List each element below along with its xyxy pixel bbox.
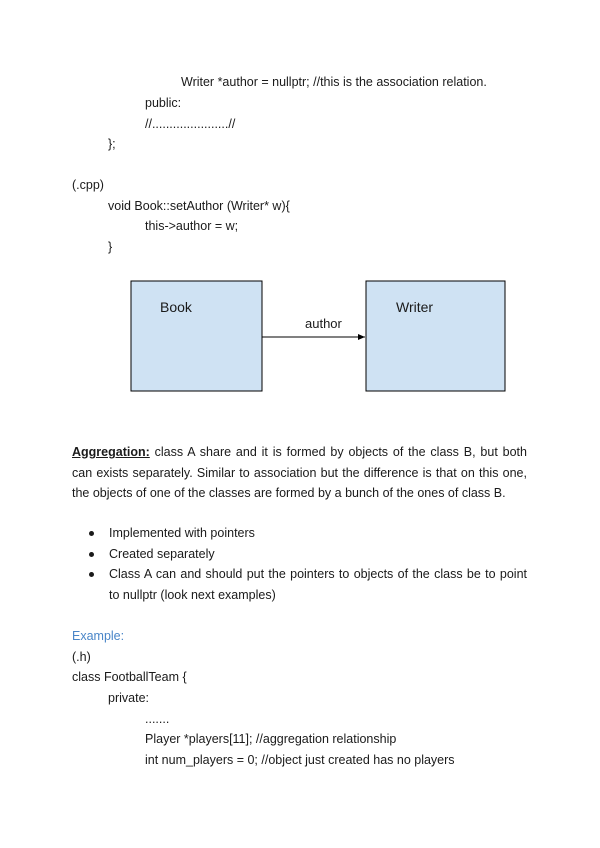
cpp-code-line-2: this->author = w; [145,219,239,233]
h-code-line-2: private: [108,691,149,705]
code-line-comment: //......................// [145,117,236,131]
book-box [131,281,262,391]
example-label: Example: [72,629,125,643]
writer-box [366,281,505,391]
bullet-dot [89,552,94,557]
list-item [72,544,527,565]
h-label: (.h) [72,650,91,664]
bullet-dot [89,531,94,536]
bullet-text: Implemented with pointers [109,526,255,540]
book-box-label: Book [160,299,192,315]
list-item [72,523,527,544]
arrow-label: author [305,316,342,331]
aggregation-bullets [72,523,527,605]
cpp-code-line-3: } [108,240,113,254]
aggregation-term: Aggregation: [72,445,150,459]
h-code-line-4: Player *players[11]; //aggregation relationship [145,732,397,746]
h-code-line-3: ....... [145,712,170,726]
h-code-line-5: int num_players = 0; //object just created has no players [145,753,455,767]
code-line-author-member: Writer *author = nullptr; //this is the association relation. [181,75,487,89]
aggregation-paragraph [72,442,527,504]
code-line-public: public: [145,96,182,110]
bullet-text: Created separately [109,546,215,561]
h-code-line-1: class FootballTeam { [72,670,187,684]
list-item [72,564,527,605]
bullet-dot [89,572,94,577]
aggregation-text: class A share and it is formed by objects of the class B, but both can exists separately. Similar to association but the difference is that on this one, the objects of one of the classes are formed by a bunch of the ones of class B. [72,445,527,501]
code-line-close-brace: }; [108,137,116,151]
cpp-label: (.cpp) [72,178,104,192]
association-diagram [0,0,600,420]
writer-box-label: Writer [396,299,434,315]
bullet-text: Class A can and should put the pointers to objects of the class be to point to nullptr (look next examples) [109,567,527,602]
cpp-code-line-1: void Book::setAuthor (Writer* w){ [108,199,290,213]
